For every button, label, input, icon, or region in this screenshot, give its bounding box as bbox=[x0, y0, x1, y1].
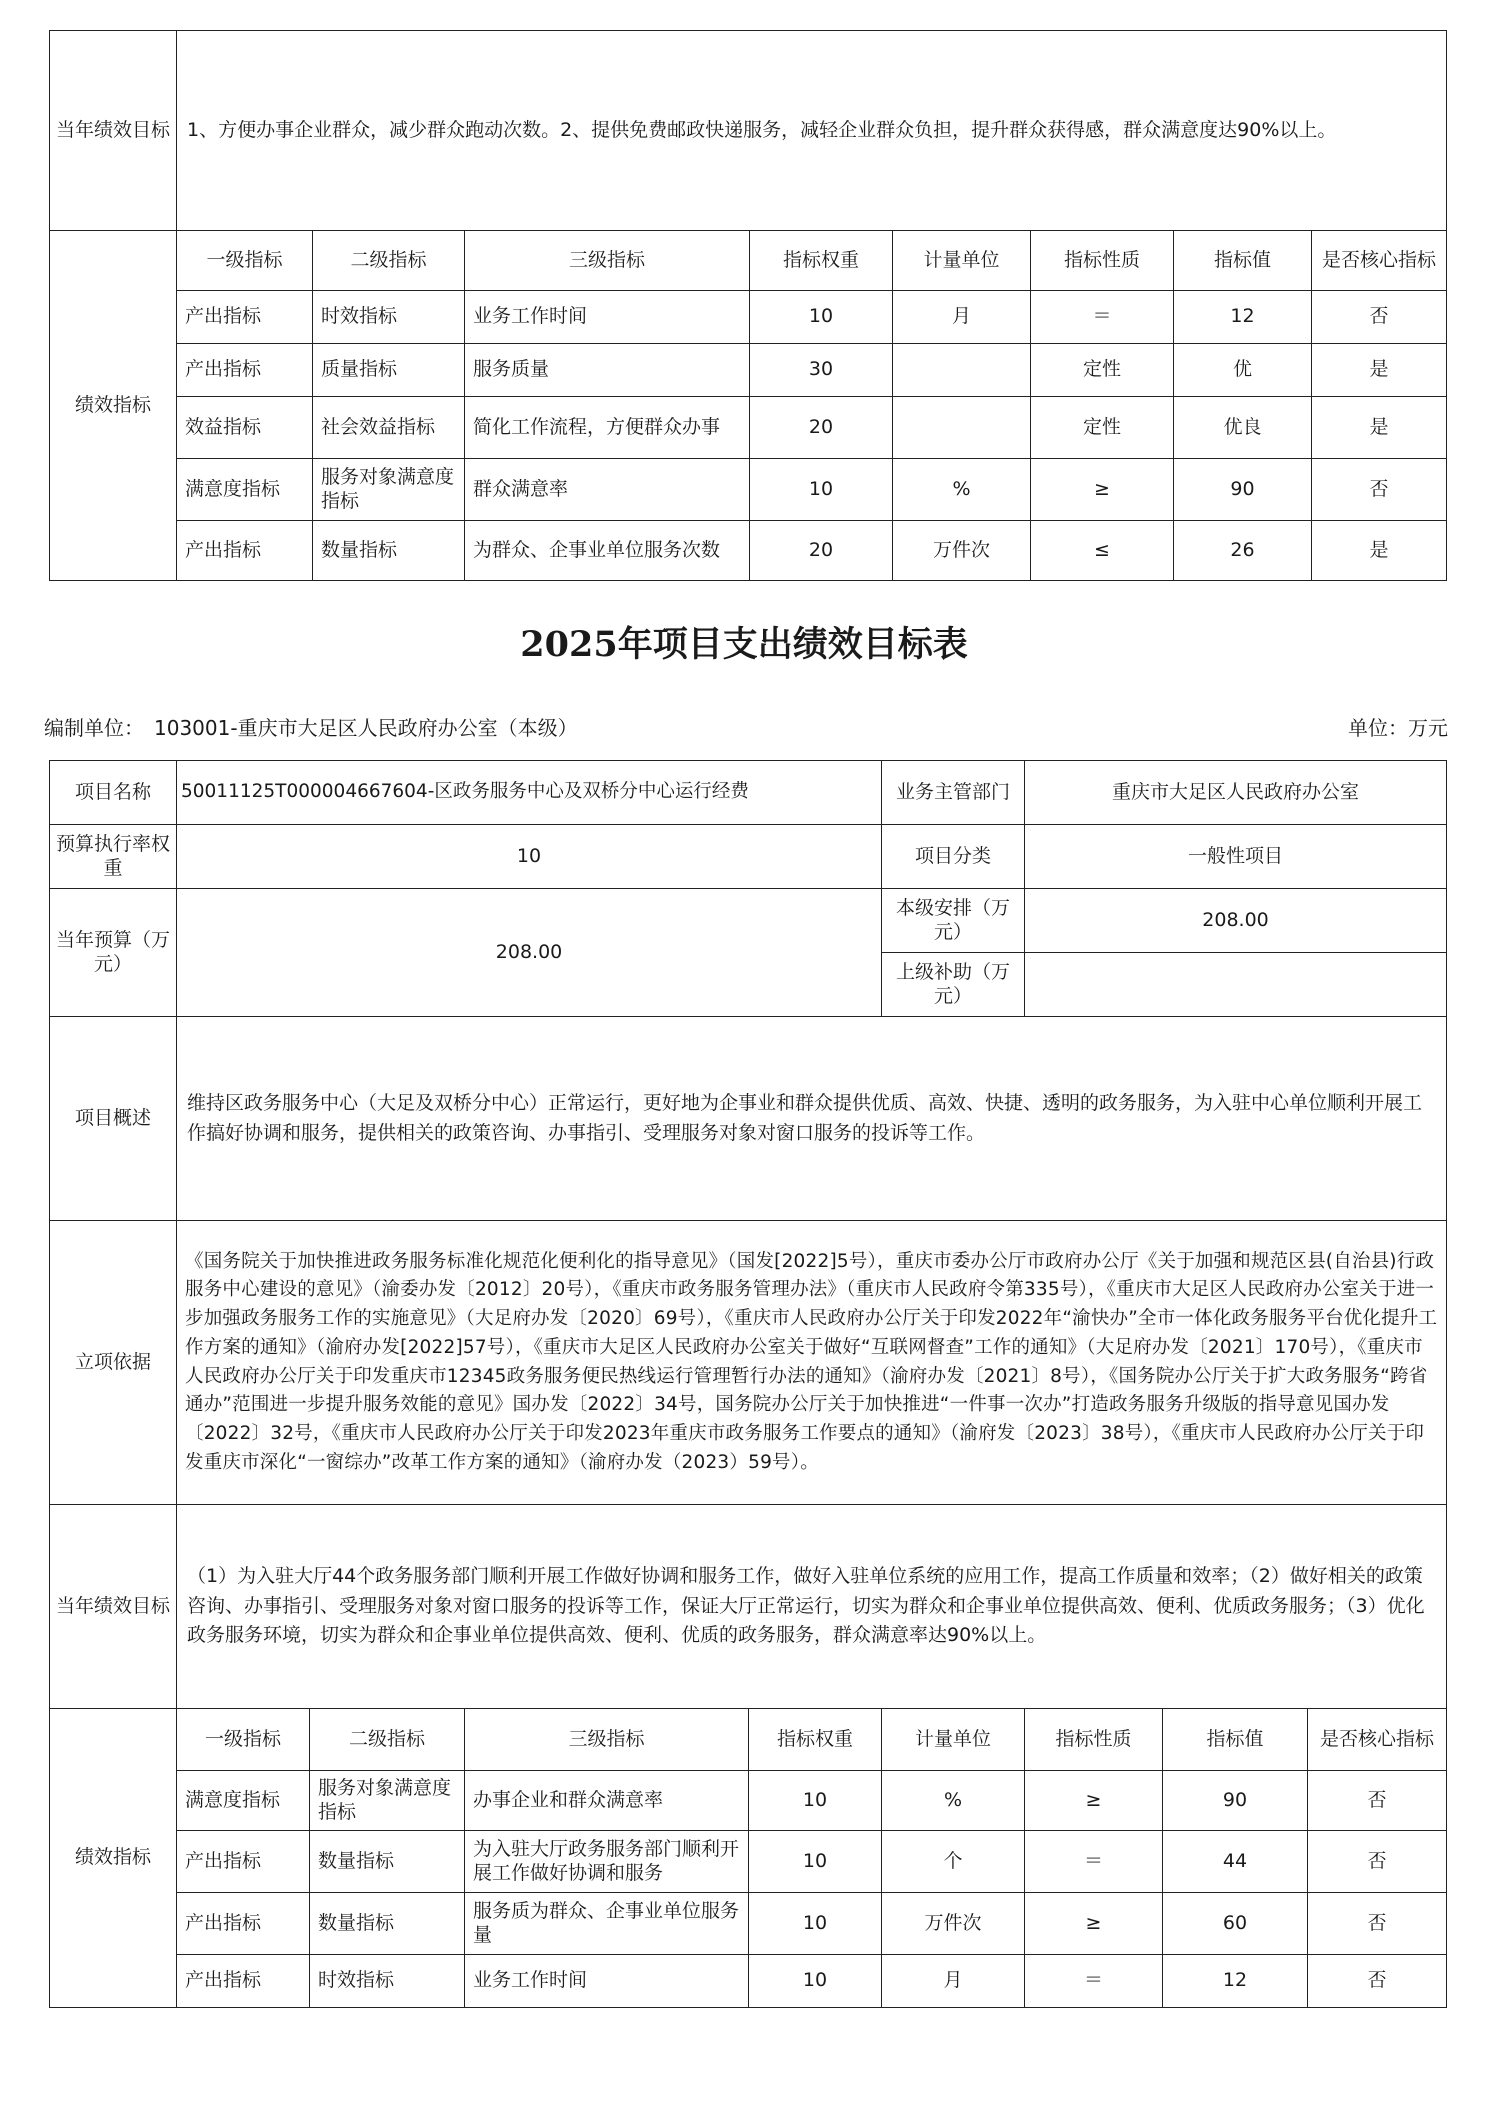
table-cell bbox=[893, 344, 1031, 397]
basis-label: 立项依据 bbox=[50, 1221, 177, 1505]
table-cell: 10 bbox=[750, 291, 893, 344]
project-header-cell: 一级指标 bbox=[177, 1709, 310, 1771]
table-cell: 12 bbox=[1163, 1955, 1308, 2008]
table-cell: 产出指标 bbox=[177, 291, 313, 344]
rate-label: 预算执行率权重 bbox=[50, 825, 177, 889]
table-row bbox=[50, 1955, 1447, 2008]
project-name-value: 50011125T000004667604-区政务服务中心及双桥分中心运行经费 bbox=[177, 761, 882, 825]
table-cell: 10 bbox=[750, 459, 893, 521]
dept-value: 重庆市大足区人民政府办公室 bbox=[1025, 761, 1447, 825]
table-cell: ≥ bbox=[1031, 459, 1174, 521]
top-header-cell: 指标性质 bbox=[1031, 231, 1174, 291]
table-row bbox=[50, 344, 1447, 397]
upper-subsidy-value bbox=[1025, 953, 1447, 1017]
project-indicators-label: 绩效指标 bbox=[50, 1709, 177, 2008]
table-cell: % bbox=[882, 1771, 1025, 1831]
project-table bbox=[49, 760, 1447, 2008]
table-cell: 20 bbox=[750, 521, 893, 581]
table-cell: 月 bbox=[893, 291, 1031, 344]
local-budget-value: 208.00 bbox=[1025, 889, 1447, 953]
table-cell: 90 bbox=[1163, 1771, 1308, 1831]
table-cell: 否 bbox=[1308, 1771, 1447, 1831]
table-row bbox=[50, 1771, 1447, 1831]
table-cell: 20 bbox=[750, 397, 893, 459]
category-value: 一般性项目 bbox=[1025, 825, 1447, 889]
table-cell: ≤ bbox=[1031, 521, 1174, 581]
table-row bbox=[50, 1831, 1447, 1893]
table-cell: 否 bbox=[1312, 291, 1447, 344]
table-cell: 否 bbox=[1308, 1893, 1447, 1955]
table-cell: 效益指标 bbox=[177, 397, 313, 459]
table-cell: ＝ bbox=[1025, 1831, 1163, 1893]
table-cell: 30 bbox=[750, 344, 893, 397]
table-cell: 群众满意率 bbox=[465, 459, 750, 521]
project-goal-text: （1）为入驻大厅44个政务服务部门顺利开展工作做好协调和服务工作，做好入驻单位系统的应用工作，提高工作质量和效率；（2）做好相关的政策咨询、办事指引、受理服务对象对窗口服务的投诉等工作，保证大厅正常运行，切实为群众和企事业单位提供高效、便利、优质政务服务；（3）优化政务服务环境，切实为群众和企事业单位提供高效、便利、优质的政务服务，群众满意率达90%以上。 bbox=[177, 1505, 1447, 1709]
table-cell: 产出指标 bbox=[177, 521, 313, 581]
table-row bbox=[50, 1893, 1447, 1955]
top-header-cell: 指标值 bbox=[1174, 231, 1312, 291]
table-cell: 满意度指标 bbox=[177, 459, 313, 521]
basis-text: 《国务院关于加快推进政务服务标准化规范化便利化的指导意见》（国发[2022]5号），重庆市委办公厅市政府办公厅《关于加强和规范区县(自治县)行政服务中心建设的意见》（渝委办发〔2012〕20号），《重庆市政务服务管理办法》（重庆市人民政府令第335号），《重庆市大足区人民政府办公室关于进一步加强政务服务工作的实施意见》（大足府办发〔2020〕69号），《重庆市人民政府办公厅关于印发2022年“渝快办”全市一体化政务服务平台优化提升工作方案的通知》（渝府办发[2022]57号），《重庆市大足区人民政府办公室关于做好“互联网督查”工作的通知》（大足府办发〔2021〕170号），《重庆市人民政府办公厅关于印发重庆市12345政务服务便民热线运行管理暂行办法的通知》（渝府办发〔2021〕8号），《国务院办公厅关于扩大政务服务“跨省通办”范围进一步提升服务效能的意见》国办发〔2022〕34号，国务院办公厅关于加快推进“一件事一次办”打造政务服务升级版的指导意见国办发〔2022〕32号，《重庆市人民政府办公厅关于印发2023年重庆市政务服务工作要点的通知》（渝府发〔2023〕38号），《重庆市人民政府办公厅关于印发重庆市深化“一窗综办”改革工作方案的通知》（渝府办发（2023）59号）。 bbox=[177, 1221, 1447, 1505]
top-header-cell: 计量单位 bbox=[893, 231, 1031, 291]
top-header-cell: 三级指标 bbox=[465, 231, 750, 291]
table-cell: 为入驻大厅政务服务部门顺利开展工作做好协调和服务 bbox=[465, 1831, 749, 1893]
table-cell: 是 bbox=[1312, 344, 1447, 397]
top-header-cell: 二级指标 bbox=[313, 231, 465, 291]
overview-text: 维持区政务服务中心（大足及双桥分中心）正常运行，更好地为企事业和群众提供优质、高效、快捷、透明的政务服务，为入驻中心单位顺利开展工作搞好协调和服务，提供相关的政策咨询、办事指引、受理服务对象对窗口服务的投诉等工作。 bbox=[177, 1017, 1447, 1221]
dept-label: 业务主管部门 bbox=[882, 761, 1025, 825]
upper-subsidy-label: 上级补助（万元） bbox=[882, 953, 1025, 1017]
table-cell: 服务对象满意度指标 bbox=[313, 459, 465, 521]
table-cell: 万件次 bbox=[882, 1893, 1025, 1955]
table-cell: 服务质为群众、企事业单位服务量 bbox=[465, 1893, 749, 1955]
table-cell: ＝ bbox=[1031, 291, 1174, 344]
top-performance-table bbox=[49, 30, 1447, 581]
top-goal-text: 1、方便办事企业群众，减少群众跑动次数。2、提供免费邮政快递服务，减轻企业群众负担，提升群众获得感，群众满意度达90%以上。 bbox=[177, 31, 1447, 231]
table-cell: 否 bbox=[1312, 459, 1447, 521]
table-cell: 12 bbox=[1174, 291, 1312, 344]
table-cell: 产出指标 bbox=[177, 344, 313, 397]
project-header-cell: 指标值 bbox=[1163, 1709, 1308, 1771]
top-indicators-label: 绩效指标 bbox=[50, 231, 177, 581]
table-cell: 10 bbox=[749, 1771, 882, 1831]
table-cell: 业务工作时间 bbox=[465, 291, 750, 344]
table-cell: 业务工作时间 bbox=[465, 1955, 749, 2008]
table-cell: 是 bbox=[1312, 397, 1447, 459]
table-cell: ＝ bbox=[1025, 1955, 1163, 2008]
table-cell: 定性 bbox=[1031, 344, 1174, 397]
table-cell bbox=[893, 397, 1031, 459]
money-unit-label: 单位：万元 bbox=[1348, 716, 1448, 740]
table-cell: 时效指标 bbox=[313, 291, 465, 344]
table-cell: % bbox=[893, 459, 1031, 521]
project-header-cell: 计量单位 bbox=[882, 1709, 1025, 1771]
table-cell: 质量指标 bbox=[313, 344, 465, 397]
top-header-cell: 一级指标 bbox=[177, 231, 313, 291]
org-unit-line: 编制单位： 103001-重庆市大足区人民政府办公室（本级） bbox=[44, 716, 578, 740]
table-cell: ≥ bbox=[1025, 1893, 1163, 1955]
table-row bbox=[50, 459, 1447, 521]
rate-value: 10 bbox=[177, 825, 882, 889]
table-row bbox=[50, 521, 1447, 581]
budget-value: 208.00 bbox=[177, 889, 882, 1017]
project-header-cell: 指标性质 bbox=[1025, 1709, 1163, 1771]
project-goal-label: 当年绩效目标 bbox=[50, 1505, 177, 1709]
top-header-cell: 指标权重 bbox=[750, 231, 893, 291]
overview-label: 项目概述 bbox=[50, 1017, 177, 1221]
top-header-cell: 是否核心指标 bbox=[1312, 231, 1447, 291]
table-cell: ≥ bbox=[1025, 1771, 1163, 1831]
table-cell: 办事企业和群众满意率 bbox=[465, 1771, 749, 1831]
table-cell: 数量指标 bbox=[310, 1831, 465, 1893]
table-cell: 44 bbox=[1163, 1831, 1308, 1893]
table-cell: 10 bbox=[749, 1831, 882, 1893]
local-budget-label: 本级安排（万元） bbox=[882, 889, 1025, 953]
project-header-cell: 三级指标 bbox=[465, 1709, 749, 1771]
table-row bbox=[50, 291, 1447, 344]
table-cell: 个 bbox=[882, 1831, 1025, 1893]
table-cell: 否 bbox=[1308, 1831, 1447, 1893]
table-cell: 定性 bbox=[1031, 397, 1174, 459]
top-goal-label: 当年绩效目标 bbox=[50, 31, 177, 231]
table-cell: 优 bbox=[1174, 344, 1312, 397]
table-cell: 否 bbox=[1308, 1955, 1447, 2008]
project-header-cell: 是否核心指标 bbox=[1308, 1709, 1447, 1771]
table-cell: 满意度指标 bbox=[177, 1771, 310, 1831]
table-cell: 服务对象满意度指标 bbox=[310, 1771, 465, 1831]
table-cell: 10 bbox=[749, 1893, 882, 1955]
table-cell: 产出指标 bbox=[177, 1831, 310, 1893]
budget-label: 当年预算（万元） bbox=[50, 889, 177, 1017]
project-header-cell: 指标权重 bbox=[749, 1709, 882, 1771]
table-cell: 26 bbox=[1174, 521, 1312, 581]
table-cell: 社会效益指标 bbox=[313, 397, 465, 459]
table-cell: 月 bbox=[882, 1955, 1025, 2008]
table-cell: 产出指标 bbox=[177, 1955, 310, 2008]
table-cell: 90 bbox=[1174, 459, 1312, 521]
table-cell: 数量指标 bbox=[313, 521, 465, 581]
table-cell: 为群众、企事业单位服务次数 bbox=[465, 521, 750, 581]
table-cell: 数量指标 bbox=[310, 1893, 465, 1955]
table-cell: 时效指标 bbox=[310, 1955, 465, 2008]
project-header-cell: 二级指标 bbox=[310, 1709, 465, 1771]
category-label: 项目分类 bbox=[882, 825, 1025, 889]
project-name-label: 项目名称 bbox=[50, 761, 177, 825]
table-cell: 产出指标 bbox=[177, 1893, 310, 1955]
table-cell: 是 bbox=[1312, 521, 1447, 581]
table-cell: 60 bbox=[1163, 1893, 1308, 1955]
page-title: 2025年项目支出绩效目标表 bbox=[520, 624, 968, 665]
table-cell: 10 bbox=[749, 1955, 882, 2008]
table-row bbox=[50, 397, 1447, 459]
table-cell: 简化工作流程，方便群众办事 bbox=[465, 397, 750, 459]
table-cell: 优良 bbox=[1174, 397, 1312, 459]
table-cell: 服务质量 bbox=[465, 344, 750, 397]
table-cell: 万件次 bbox=[893, 521, 1031, 581]
